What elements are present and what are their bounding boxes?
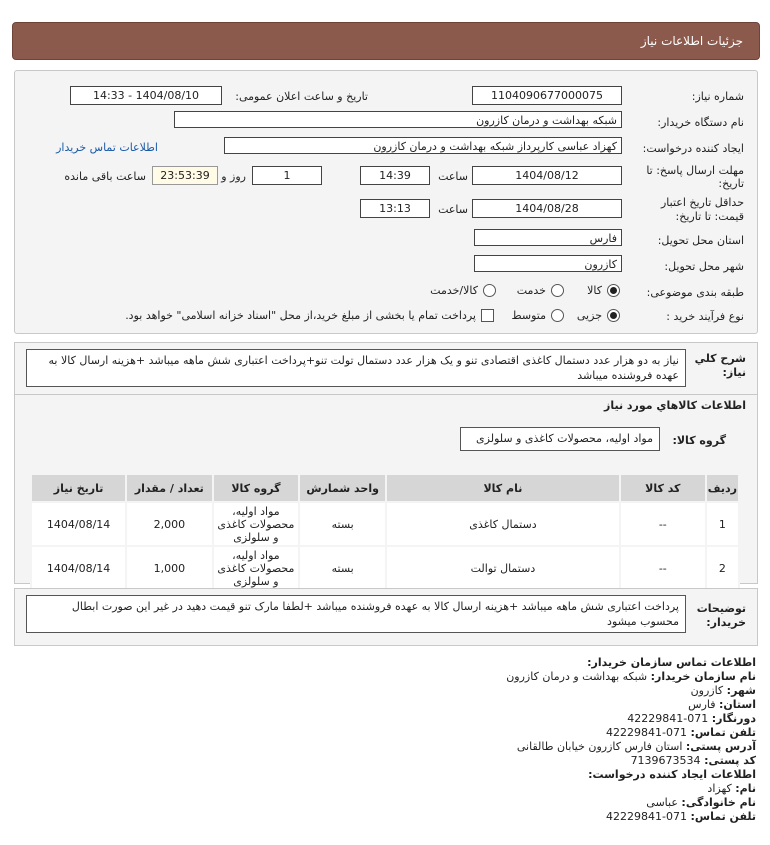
announce-label: تاریخ و ساعت اعلان عمومی: (235, 90, 368, 103)
category-option-service: خدمت (516, 284, 546, 297)
goods-group-field: مواد اولیه، محصولات کاغذی و سلولزی (460, 427, 660, 451)
category-radio-service[interactable] (551, 284, 564, 297)
buyer-org-field: شبکه بهداشت و درمان کازرون (174, 111, 622, 128)
col-unit: واحد شمارش (299, 474, 386, 502)
contact-title: اطلاعات تماس سازمان خریدار: (587, 656, 756, 669)
creator-first-name-value: کهزاد (707, 782, 732, 795)
validity-label-2: قیمت: تا تاریخ: (675, 210, 744, 223)
process-option-minor: جزیی (576, 309, 602, 322)
days-label: روز و (221, 170, 246, 183)
creator-field: کهزاد عباسی کارپرداز شبکه بهداشت و درمان کازرون (224, 137, 622, 154)
contact-phone-value: 071-42229841 (606, 726, 688, 739)
creator-info-title: اطلاعات ایجاد کننده درخواست: (588, 768, 756, 781)
creator-phone-line (606, 810, 756, 823)
deadline-date-field: 1404/08/12 (472, 166, 622, 185)
deadline-label: مهلت ارسال پاسخ: تا (646, 164, 744, 177)
process-radio-medium[interactable] (551, 309, 564, 322)
need-number-label: شماره نیاز: (691, 90, 744, 103)
row-date: 1404/08/14 (31, 502, 126, 546)
buyer-org-label: نام دستگاه خریدار: (657, 116, 744, 129)
buyer-notes-text: پرداخت اعتباری شش ماهه میباشد +هزینه ارسال کالا به عهده فروشنده میباشد +لطفا مارک تنو قیمت دهید در غیر این صورت ابطال محسوب میشود (26, 595, 686, 633)
category-radio-both[interactable] (483, 284, 496, 297)
summary-text: نیاز به دو هزار عدد دستمال کاغذی اقتصادی تنو و یک هزار عدد دستمال تولت تنو+پرداخت اعتباری شش ماهه میباشد +هزینه ارسال کالا به عهده فروشنده میباشد (26, 349, 686, 387)
creator-label: ایجاد کننده درخواست: (642, 142, 744, 155)
province-label: استان محل تحویل: (657, 234, 744, 247)
col-date: تاریخ نیاز (31, 474, 126, 502)
row-name: دستمال کاغذی (386, 502, 620, 546)
row-qty: 2,000 (126, 502, 212, 546)
category-radio-goods[interactable] (607, 284, 620, 297)
contact-phone-label: تلفن تماس: (690, 726, 756, 739)
treasury-checkbox[interactable] (481, 309, 494, 322)
remaining-label: ساعت باقی مانده (64, 170, 146, 183)
row-index: 2 (706, 546, 739, 590)
goods-table (30, 473, 740, 591)
row-code: -- (620, 546, 706, 590)
category-label: طبقه بندی موضوعی: (646, 286, 744, 299)
creator-phone-label: تلفن تماس: (690, 810, 756, 823)
row-unit: بسته (299, 546, 386, 590)
row-date: 1404/08/14 (31, 546, 126, 590)
contact-fax-label: دورنگار: (711, 712, 756, 725)
contact-fax-value: 071-42229841 (627, 712, 709, 725)
province-field: فارس (474, 229, 622, 246)
contact-fax-line (627, 712, 756, 725)
contact-phone-line (606, 726, 756, 739)
contact-org-label: نام سازمان خریدار: (650, 670, 756, 683)
announce-field: 1404/08/10 - 14:33 (70, 86, 222, 105)
goods-group-label: گروه کالا: (672, 434, 726, 447)
process-option-medium: متوسط (511, 309, 546, 322)
contact-city-line (691, 684, 756, 697)
contact-postal-label: کد پستی: (704, 754, 756, 767)
page-title: جزئیات اطلاعات نیاز (640, 34, 743, 48)
row-name: دستمال توالت (386, 546, 620, 590)
contact-address-line (517, 740, 756, 753)
need-number-field: 1104090677000075 (472, 86, 622, 105)
contact-province-label: استان: (719, 698, 756, 711)
goods-table-header (31, 474, 739, 502)
contact-postal-value: 7139673534 (630, 754, 701, 767)
col-group: گروه کالا (213, 474, 300, 502)
row-index: 1 (706, 502, 739, 546)
col-name: نام کالا (386, 474, 620, 502)
deadline-time-label: ساعت (438, 170, 468, 183)
deadline-label-2: تاریخ: (718, 177, 744, 190)
creator-last-name-line (646, 796, 756, 809)
process-label: نوع فرآیند خرید : (666, 310, 744, 323)
contact-province-value: فارس (688, 698, 716, 711)
row-qty: 1,000 (126, 546, 212, 590)
buyer-notes-label: توضیحات (696, 602, 746, 615)
table-row (31, 546, 739, 590)
contact-address-value: استان فارس کازرون خیابان طالقانی (516, 740, 683, 753)
summary-label-2: نیاز: (722, 366, 746, 379)
summary-label: شرح کلي (694, 352, 746, 365)
creator-first-name-line (707, 782, 756, 795)
remaining-time-field: 23:53:39 (152, 166, 218, 185)
city-label: شهر محل تحویل: (664, 260, 744, 273)
contact-city-label: شهر: (726, 684, 756, 697)
page-header (12, 22, 760, 60)
contact-province-line (688, 698, 756, 711)
validity-time-label: ساعت (438, 203, 468, 216)
category-option-goods: کالا (587, 284, 602, 297)
days-field: 1 (252, 166, 322, 185)
contact-org-value: شبکه بهداشت و درمان کازرون (506, 670, 648, 683)
buyer-notes-label-2: خریدار: (706, 616, 746, 629)
city-field: کازرون (474, 255, 622, 272)
row-code: -- (620, 502, 706, 546)
validity-time-field: 13:13 (360, 199, 430, 218)
deadline-time-field: 14:39 (360, 166, 430, 185)
contact-org-line (506, 670, 756, 683)
process-radio-minor[interactable] (607, 309, 620, 322)
col-index: ردیف (706, 474, 739, 502)
payment-note: پرداخت تمام یا بخشی از مبلغ خرید،از محل "اسناد خزانه اسلامی" خواهد بود. (125, 309, 476, 322)
category-option-both: کالا/خدمت (430, 284, 478, 297)
validity-label: حداقل تاریخ اعتبار (660, 196, 744, 209)
col-qty: تعداد / مقدار (126, 474, 212, 502)
buyer-contact-link[interactable]: اطلاعات تماس خریدار (56, 141, 158, 154)
creator-phone-value: 071-42229841 (606, 810, 688, 823)
goods-section-title: اطلاعات کالاهاي مورد نياز (604, 399, 746, 412)
creator-last-name-value: عباسی (646, 796, 678, 809)
contact-address-label: آدرس پستی: (685, 740, 756, 753)
creator-first-name-label: نام: (735, 782, 756, 795)
creator-last-name-label: نام خانوادگی: (681, 796, 756, 809)
row-group: مواد اولیه، محصولات کاغذی و سلولزی (213, 546, 300, 590)
row-unit: بسته (299, 502, 386, 546)
validity-date-field: 1404/08/28 (472, 199, 622, 218)
col-code: کد کالا (620, 474, 706, 502)
table-row (31, 502, 739, 546)
contact-city-value: کازرون (690, 684, 724, 697)
contact-postal-line (631, 754, 756, 767)
row-group: مواد اولیه، محصولات کاغذی و سلولزی (213, 502, 300, 546)
